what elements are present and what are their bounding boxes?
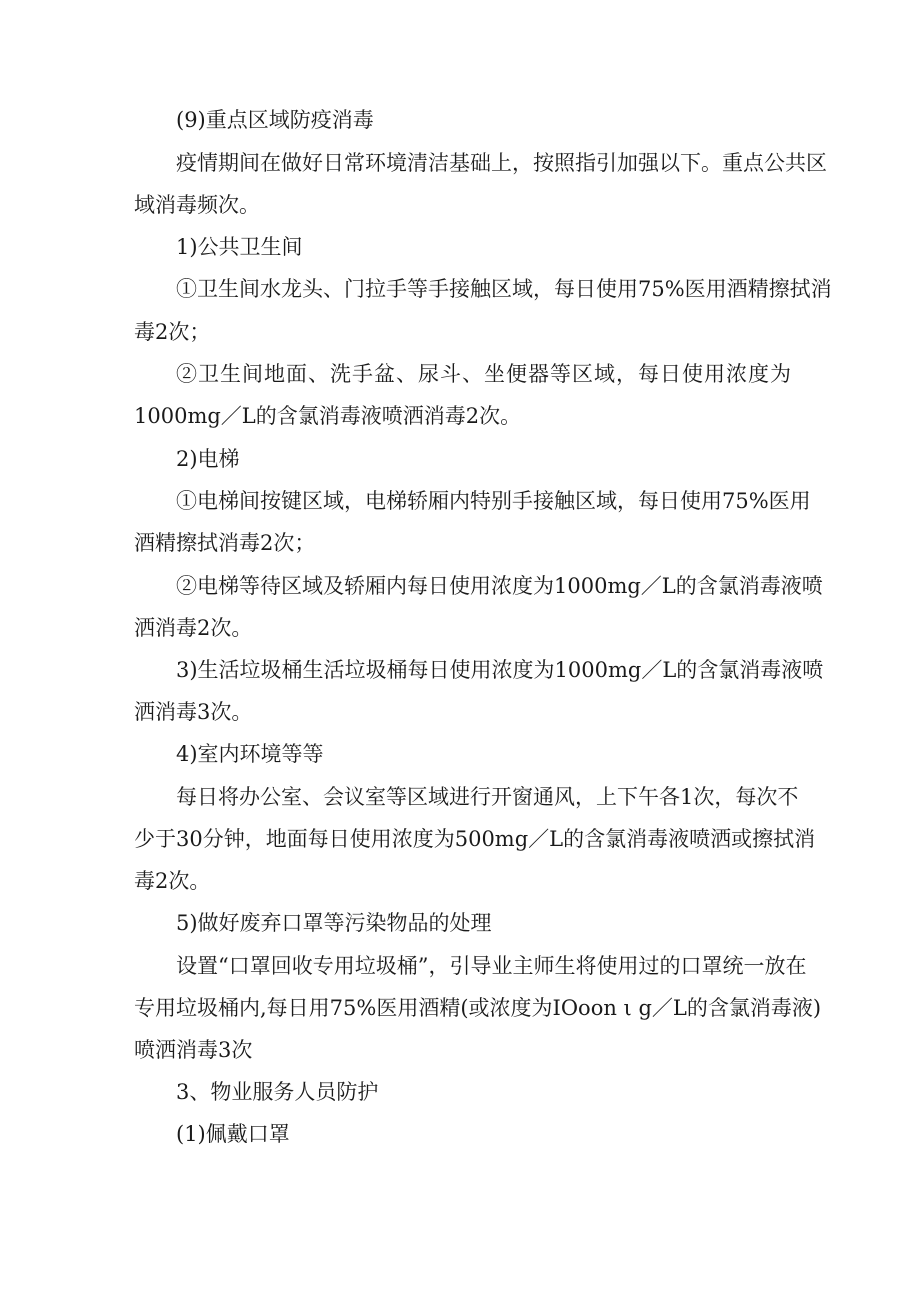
paragraph-line: ①电梯间按键区域，电梯轿厢内特别手接触区域，每日使用75%医用 bbox=[176, 489, 811, 513]
paragraph-line: 每日将办公室、会议室等区域进行开窗通风，上下午各1次，每次不 bbox=[176, 785, 799, 809]
paragraph-line: 酒精擦拭消毒2次； bbox=[134, 531, 316, 555]
paragraph-line: 毒2次。 bbox=[134, 869, 211, 893]
paragraph-line: 3)生活垃圾桶生活垃圾桶每日使用浓度为1000mg／L的含氯消毒液喷 bbox=[176, 658, 824, 682]
paragraph-line: 域消毒频次。 bbox=[134, 193, 260, 217]
paragraph-line: 1000mg／L的含氯消毒液喷洒消毒2次。 bbox=[134, 404, 522, 428]
paragraph-line: 洒消毒3次。 bbox=[134, 700, 253, 724]
heading-9: (9)重点区域防疫消毒 bbox=[176, 108, 374, 132]
subheading-1: 1)公共卫生间 bbox=[176, 235, 303, 259]
paragraph-line: 喷洒消毒3次 bbox=[134, 1038, 253, 1062]
paragraph-line: 毒2次； bbox=[134, 320, 211, 344]
paragraph-line: 设置“口罩回收专用垃圾桶”，引导业主师生将使用过的口罩统一放在 bbox=[176, 954, 807, 978]
paragraph-line: 疫情期间在做好日常环境清洁基础上，按照指引加强以下。重点公共区 bbox=[176, 151, 827, 175]
subheading-1-mask: (1)佩戴口罩 bbox=[176, 1122, 290, 1146]
paragraph-line: ①卫生间水龙头、门拉手等手接触区域，每日使用75%医用酒精擦拭消 bbox=[176, 277, 832, 301]
subheading-2: 2)电梯 bbox=[176, 447, 240, 471]
subheading-4: 4)室内环境等等 bbox=[176, 742, 324, 766]
paragraph-line: ②卫生间地面、洗手盆、尿斗、坐便器等区域，每日使用浓度为 bbox=[176, 362, 791, 386]
paragraph-line: 专用垃圾桶内,每日用75%医用酒精(或浓度为IOoon ι g／L的含氯消毒液) bbox=[134, 996, 822, 1020]
subheading-5: 5)做好废弃口罩等污染物品的处理 bbox=[176, 911, 492, 935]
paragraph-line: 洒消毒2次。 bbox=[134, 616, 253, 640]
paragraph-line: 少于30分钟，地面每日使用浓度为500mg／L的含氯消毒液喷洒或擦拭消 bbox=[134, 827, 816, 851]
paragraph-line: ②电梯等待区域及轿厢内每日使用浓度为1000mg／L的含氯消毒液喷 bbox=[176, 574, 823, 598]
section-heading-3: 3、物业服务人员防护 bbox=[176, 1080, 379, 1104]
